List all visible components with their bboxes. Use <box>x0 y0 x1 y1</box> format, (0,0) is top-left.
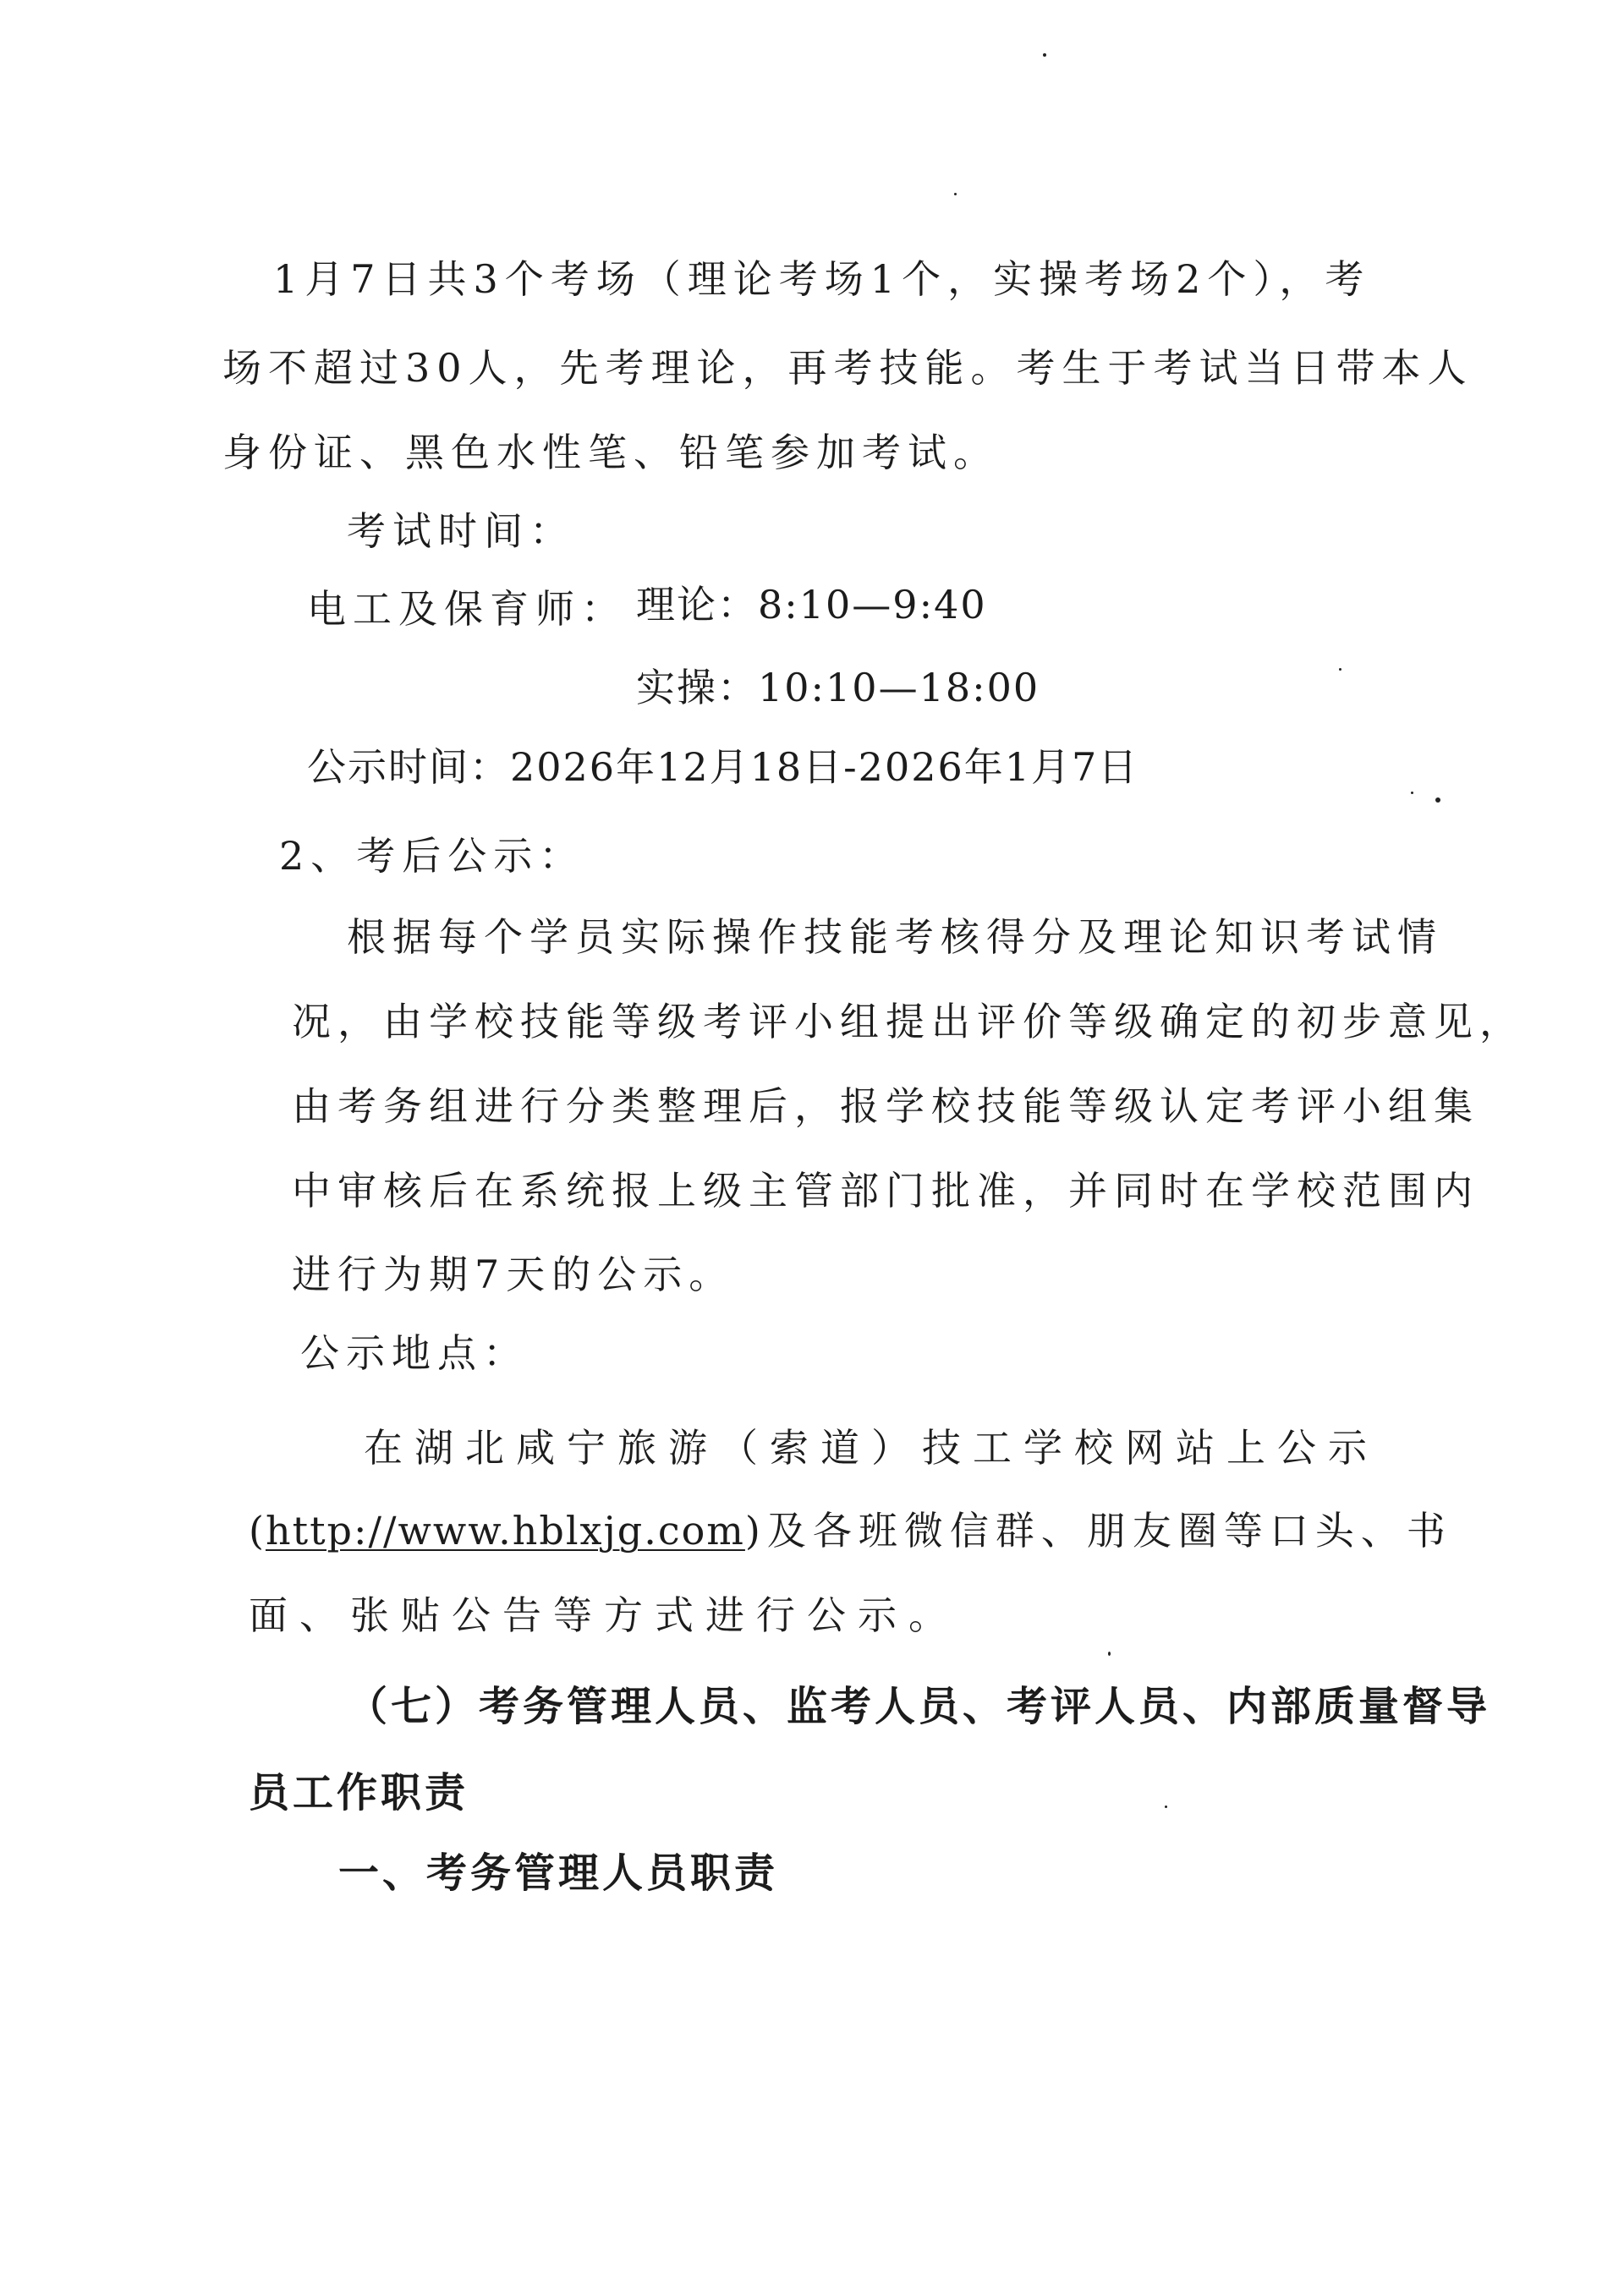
post-exam-line1: 根据每个学员实际操作技能考核得分及理论知识考试情 <box>347 914 1443 960</box>
post-exam-line3: 由考务组进行分类整理后，报学校技能等级认定考评小组集 <box>292 1083 1479 1129</box>
para1-line1: 1月7日共3个考场（理论考场1个，实操考场2个），考 <box>273 256 1371 302</box>
location-line2 <box>249 1505 1452 1556</box>
section7-heading-line2: 员工作职责 <box>249 1769 469 1817</box>
exam-time-heading: 考试时间： <box>347 508 575 554</box>
url-open-paren: ( <box>249 1508 266 1553</box>
exam-group-label: 电工及保育师： <box>307 586 627 632</box>
post-exam-line5: 进行为期7天的公示。 <box>292 1252 735 1297</box>
para1-line2: 场不超过30人，先考理论，再考技能。考生于考试当日带本人 <box>222 345 1473 391</box>
scan-speck <box>1108 1652 1111 1656</box>
post-exam-heading: 2、考后公示： <box>279 833 585 879</box>
scan-speck <box>1411 792 1413 794</box>
exam-theory-time: 理论：8:10—9:40 <box>636 582 987 627</box>
scan-speck <box>1339 668 1341 671</box>
subsection1-heading: 一、考务管理人员职责 <box>338 1849 779 1897</box>
location-line2-rest: )及各班微信群、朋友圈等口头、书 <box>744 1508 1452 1553</box>
location-line3: 面、张贴公告等方式进行公示。 <box>249 1592 959 1638</box>
location-heading: 公示地点： <box>300 1330 529 1376</box>
section7-heading-line1: （七）考务管理人员、监考人员、考评人员、内部质量督导 <box>347 1683 1491 1730</box>
school-website-link[interactable]: http://www.hblxjg.com <box>265 1508 745 1553</box>
notice-period: 公示时间：2026年12月18日-2026年1月7日 <box>307 744 1139 790</box>
scan-speck <box>1043 53 1046 57</box>
exam-practical-time: 实操：10:10—18:00 <box>636 665 1040 710</box>
post-exam-line4: 中审核后在系统报上级主管部门批准，并同时在学校范围内 <box>292 1168 1479 1214</box>
scan-speck <box>954 193 957 195</box>
para1-line3: 身份证、黑色水性笔、铅笔参加考试。 <box>222 430 999 475</box>
scan-speck <box>1165 1806 1167 1808</box>
location-line1: 在湖北咸宁旅游（索道）技工学校网站上公示 <box>364 1425 1379 1471</box>
post-exam-line2: 况，由学校技能等级考评小组提出评价等级确定的初步意见， <box>292 999 1525 1044</box>
scan-speck <box>1435 797 1440 803</box>
